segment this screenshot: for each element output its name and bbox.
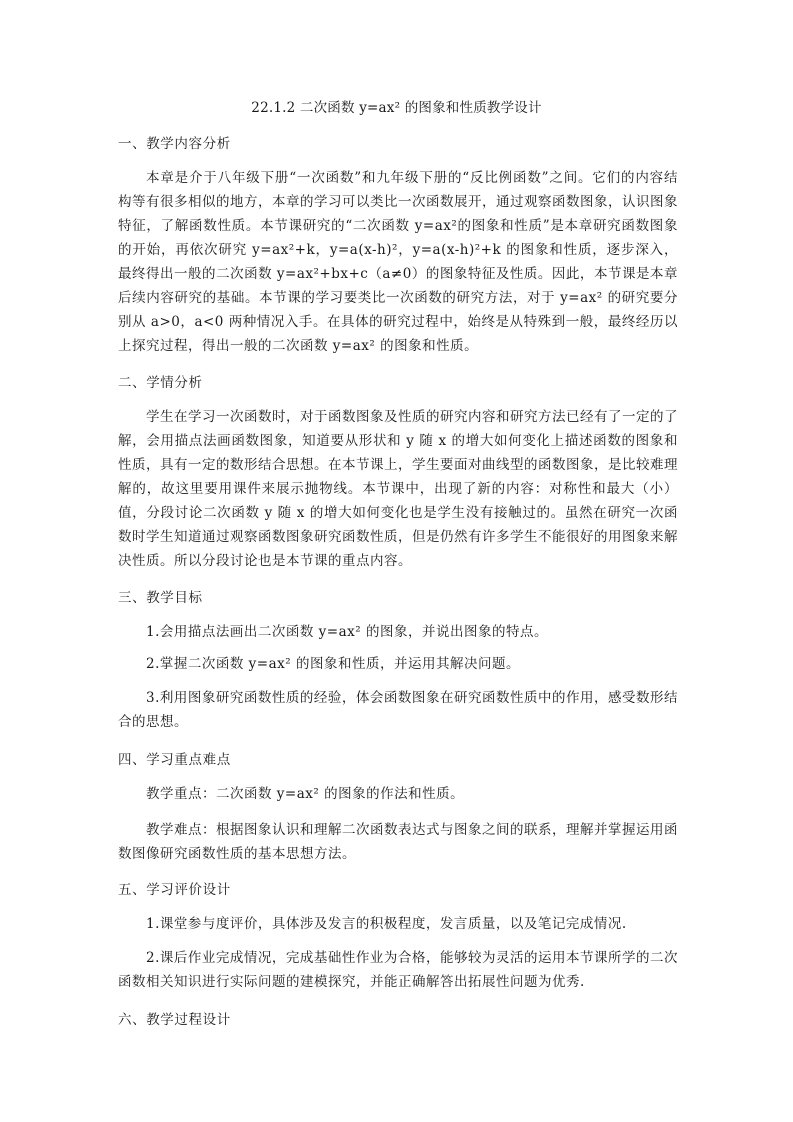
section-1-paragraph-1: 本章是介于八年级下册“一次函数”和九年级下册的“反比例函数”之间。它们的内容结构等有很多相似的地方，本章的学习可以类比一次函数展开，通过观察函数图象，认识图象特征，了解函数性质。本节课研究的“二次函数 y=ax²的图象和性质”是本章研究函数图象的开始，再依次研究 y=ax²+k，y=a(x-h)²，y=a(x-h)²+k 的图象和性质，逐步深入，最终得出一般的二次函数 y=ax²+bx+c（a≠0）的图象特征及性质。因此，本节课是本章后续内容研究的基础。本节课的学习要类比一次函数的研究方法，对于 y=ax² 的研究要分别从 a>0，a<0 两种情况入手。在具体的研究过程中，始终是从特殊到一般，最终经历以上探究过程，得出一般的二次函数 y=ax² 的图象和性质。 (118, 170, 678, 354)
section-2-paragraph-1: 学生在学习一次函数时，对于函数图象及性质的研究内容和研究方法已经有了一定的了解，会用描点法画函数图象，知道要从形状和 y 随 x 的增大如何变化上描述函数的图象和性质，具有一定的数形结合思想。在本节课上，学生要面对曲线型的函数图象，是比较难理解的，故这里要用课件来展示抛物线。本节课中，出现了新的内容：对称性和最大（小）值，分段讨论二次函数 y 随 x 的增大如何变化也是学生没有接触过的。虽然在研究一次函数时学生知道通过观察函数图象研究函数性质，但是仍然有许多学生不能很好的用图象来解决性质。所以分段讨论也是本节课的重点内容。 (118, 409, 678, 569)
difficult-point: 教学难点：根据图象认识和理解二次函数表达式与图象之间的联系，理解并掌握运用函数图像研究函数性质的基本思想方法。 (118, 822, 678, 862)
section-heading-2: 二、学情分析 (118, 375, 203, 391)
section-heading-5: 五、学习评价设计 (118, 882, 231, 898)
key-point: 教学重点：二次函数 y=ax² 的图象的作法和性质。 (146, 786, 465, 802)
evaluation-2: 2.课后作业完成情况，完成基础性作业为合格，能够较为灵活的运用本节课所学的二次函数相关知识进行实际问题的建模探究，并能正确解答出拓展性问题为优秀. (118, 950, 678, 990)
section-heading-3: 三、教学目标 (118, 590, 203, 606)
objective-3: 3.利用图象研究函数性质的经验，体会函数图象在研究函数性质中的作用，感受数形结合的思想。 (118, 690, 678, 730)
objective-1: 1.会用描点法画出二次函数 y=ax² 的图象，并说出图象的特点。 (146, 624, 548, 640)
section-heading-6: 六、教学过程设计 (118, 1012, 231, 1028)
evaluation-1: 1.课堂参与度评价，具体涉及发言的积极程度，发言质量，以及笔记完成情况. (146, 916, 627, 932)
section-heading-1: 一、教学内容分析 (118, 136, 231, 152)
section-heading-4: 四、学习重点难点 (118, 752, 231, 768)
objective-2: 2.掌握二次函数 y=ax² 的图象和性质，并运用其解决问题。 (146, 656, 520, 672)
document-title: 22.1.2 二次函数 y=ax² 的图象和性质教学设计 (251, 100, 542, 116)
